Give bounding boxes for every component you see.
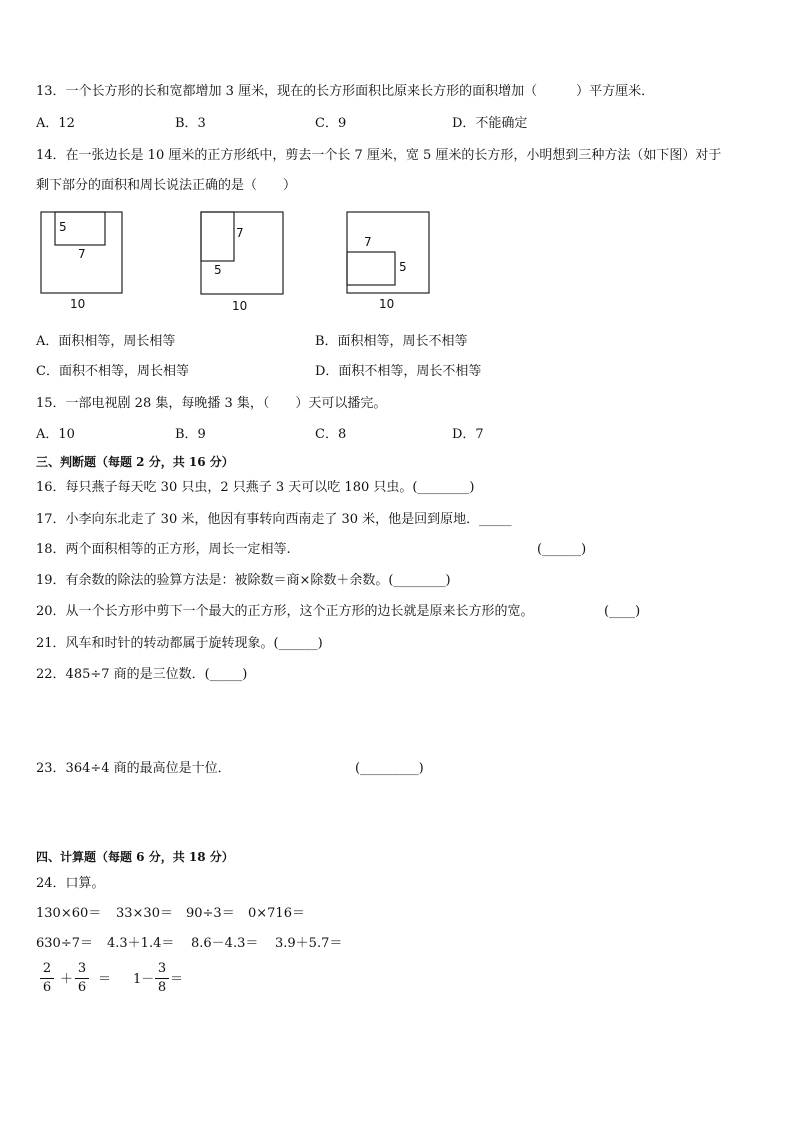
fraction-3-6-bar xyxy=(75,978,89,979)
figure-1-label-side: 10 xyxy=(70,297,86,311)
question-17-text: 17．小李向东北走了 30 米，他因有事转向西南走了 30 米，他是回到原地．_____ xyxy=(36,512,512,527)
question-16-text: 16．每只燕子每天吃 30 只虫，2 只燕子 3 天可以吃 180 只虫。(________) xyxy=(36,480,475,495)
question-18-text: 18．两个面积相等的正方形，周长一定相等. xyxy=(36,542,291,557)
q13-option-a: A．12 xyxy=(36,116,75,131)
question-13-text: 13．一个长方形的长和宽都增加 3 厘米，现在的长方形面积比原来长方形的面积增加（ ）平方厘米． xyxy=(36,84,655,99)
fraction-3-8-denominator: 8 xyxy=(157,980,167,995)
question-23-text: 23．364÷4 商的最高位是十位． xyxy=(36,761,231,776)
figure-2-label-h: 5 xyxy=(214,263,222,277)
figure-1 xyxy=(40,211,124,314)
fraction-2-6-denominator: 6 xyxy=(42,980,52,995)
fraction-2-6 xyxy=(40,961,54,996)
question-22-text: 22．485÷7 商的是三位数．(_____) xyxy=(36,667,248,682)
fraction-3-8-numerator: 3 xyxy=(157,961,167,976)
calc-row1-item1: 130×60＝ xyxy=(36,906,102,921)
q13-option-d: D．不能确定 xyxy=(452,116,528,131)
question-23-blank: (_________) xyxy=(355,761,424,776)
q14-option-a: A．面积相等，周长相等 xyxy=(36,334,176,349)
figure-2-label-side: 10 xyxy=(232,299,248,313)
figure-2-label-w: 7 xyxy=(236,226,244,240)
fraction-3-6-numerator: 3 xyxy=(77,961,87,976)
figure-3-label-side: 10 xyxy=(379,297,395,311)
figure-1-label-h: 7 xyxy=(78,247,86,261)
calc-row1-item4: 0×716＝ xyxy=(248,906,305,921)
q13-option-b: B．3 xyxy=(175,116,206,131)
fraction-3-8 xyxy=(155,961,169,996)
equals-sign-1: ＝ xyxy=(98,972,112,987)
figure-2 xyxy=(200,211,286,316)
question-20-blank: (____) xyxy=(604,604,641,619)
question-24-title: 24．口算。 xyxy=(36,876,105,891)
q15-option-d: D．7 xyxy=(452,427,484,442)
figure-3-label-w: 7 xyxy=(364,235,372,249)
q15-option-a: A．10 xyxy=(36,427,75,442)
section-3-title: 三、判断题（每题 2 分，共 16 分） xyxy=(36,455,234,469)
question-14-line1: 14．在一张边长是 10 厘米的正方形纸中，剪去一个长 7 厘米，宽 5 厘米的长方形，小明想到三种方法（如下图）对于 xyxy=(36,148,722,163)
q14-option-b: B．面积相等，周长不相等 xyxy=(315,334,468,349)
question-18-blank: (______) xyxy=(537,542,587,557)
figure-2-square xyxy=(201,212,283,294)
section-4-title: 四、计算题（每题 6 分，共 18 分） xyxy=(36,850,234,864)
calc-row2-item4: 3.9＋5.7＝ xyxy=(275,936,343,951)
fraction-2-6-bar xyxy=(40,978,54,979)
calc-row2-item2: 4.3＋1.4＝ xyxy=(107,936,175,951)
fraction-3-6 xyxy=(75,961,89,996)
q14-option-d: D．面积不相等，周长不相等 xyxy=(315,364,482,379)
question-14-line2: 剩下部分的面积和周长说法正确的是（ ） xyxy=(36,178,297,193)
figure-3-cutout xyxy=(347,252,395,285)
calc-row1-item2: 33×30＝ xyxy=(116,906,173,921)
fraction-3-8-bar xyxy=(155,978,169,979)
question-15-text: 15．一部电视剧 28 集，每晚播 3 集，（ ）天可以播完。 xyxy=(36,396,387,411)
fraction-3-6-denominator: 6 xyxy=(77,980,87,995)
figure-1-label-w: 5 xyxy=(59,220,67,234)
calc-row1-item3: 90÷3＝ xyxy=(186,906,235,921)
question-19-text: 19．有余数的除法的验算方法是：被除数＝商×除数＋余数。(________) xyxy=(36,573,451,588)
calc-row2-item3: 8.6－4.3＝ xyxy=(191,936,259,951)
question-21-text: 21．风车和时针的转动都属于旋转现象。(______) xyxy=(36,636,323,651)
q13-option-c: C．9 xyxy=(315,116,347,131)
calc-row2-item1: 630÷7＝ xyxy=(36,936,93,951)
equals-sign-2: ＝ xyxy=(170,972,184,987)
figure-2-cutout xyxy=(201,212,234,261)
q14-option-c: C．面积不相等，周长相等 xyxy=(36,364,189,379)
figure-3 xyxy=(346,211,432,315)
q15-option-b: B．9 xyxy=(175,427,206,442)
figure-3-label-h: 5 xyxy=(399,260,407,274)
plus-sign: ＋ xyxy=(60,972,74,987)
question-20-text: 20．从一个长方形中剪下一个最大的正方形，这个正方形的边长就是原来长方形的宽。 xyxy=(36,604,534,619)
q15-option-c: C．8 xyxy=(315,427,347,442)
one-minus: 1－ xyxy=(133,972,155,987)
fraction-2-6-numerator: 2 xyxy=(42,961,52,976)
